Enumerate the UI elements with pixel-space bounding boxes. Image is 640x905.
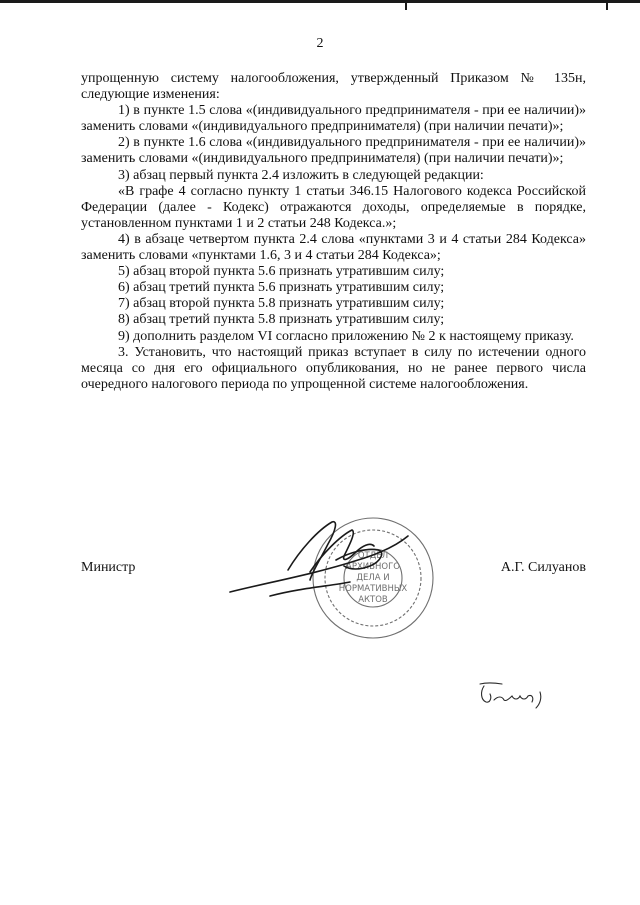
svg-text:АКТОВ: АКТОВ [358,595,388,605]
paragraph: 1) в пункте 1.5 слова «(индивидуального предпринимателя - при ее наличии)» заменить словами «(индивидуального предпринимателя) (при наличии печати)»; [81,103,586,135]
paragraph: «В графе 4 согласно пункту 1 статьи 346.15 Налогового кодекса Российской Федерации (далее - Кодекс) отражаются доходы, определяемые в порядке, установленном пунктами 1 и 2 статьи 248 Кодекса.»; [81,183,586,231]
svg-text:ОТДЕЛ: ОТДЕЛ [357,551,389,561]
handwritten-initials [478,678,558,710]
paragraph: 6) абзац третий пункта 5.6 признать утратившим силу; [118,280,445,296]
svg-text:АРХИВНОГО: АРХИВНОГО [346,562,400,572]
document-body [81,71,586,393]
paragraph: 8) абзац третий пункта 5.8 признать утратившим силу; [118,312,445,328]
svg-text:ДЕЛА И: ДЕЛА И [356,573,390,583]
signatory-title: Министр [81,560,136,575]
page-number: 2 [316,36,324,51]
svg-text:НОРМАТИВНЫХ: НОРМАТИВНЫХ [338,584,408,594]
paragraph: упрощенную систему налогообложения, утвержденный Приказом № 135н, следующие изменения: [81,71,586,103]
signature-block [81,560,586,584]
paragraph: 3) абзац первый пункта 2.4 изложить в следующей редакции: [118,167,484,183]
paragraph: 9) дополнить разделом VI согласно приложению № 2 к настоящему приказу. [118,328,574,344]
paragraph: 4) в абзаце четвертом пункта 2.4 слова «пунктами 3 и 4 статьи 284 Кодекса» заменить словами «пунктами 1.6, 3 и 4 статьи 284 Кодекса»; [81,231,586,264]
paragraph: 5) абзац второй пункта 5.6 признать утратившим силу; [118,264,445,280]
paragraph: 2) в пункте 1.6 слова «(индивидуального предпринимателя - при ее наличии)» заменить словами «(индивидуального предпринимателя) (при наличии печати)»; [81,135,586,167]
paragraph: 3. Установить, что настоящий приказ вступает в силу по истечении одного месяца со дня его официального опубликования, но не ранее первого числа очередного налогового периода по упрощенной системе налогообложения. [81,344,586,392]
signatory-name: А.Г. Силуанов [500,560,586,575]
scan-mark [405,0,407,10]
paragraph: 7) абзац второй пункта 5.8 признать утратившим силу; [118,296,445,312]
scan-edge [0,0,640,3]
scan-mark [606,0,608,10]
